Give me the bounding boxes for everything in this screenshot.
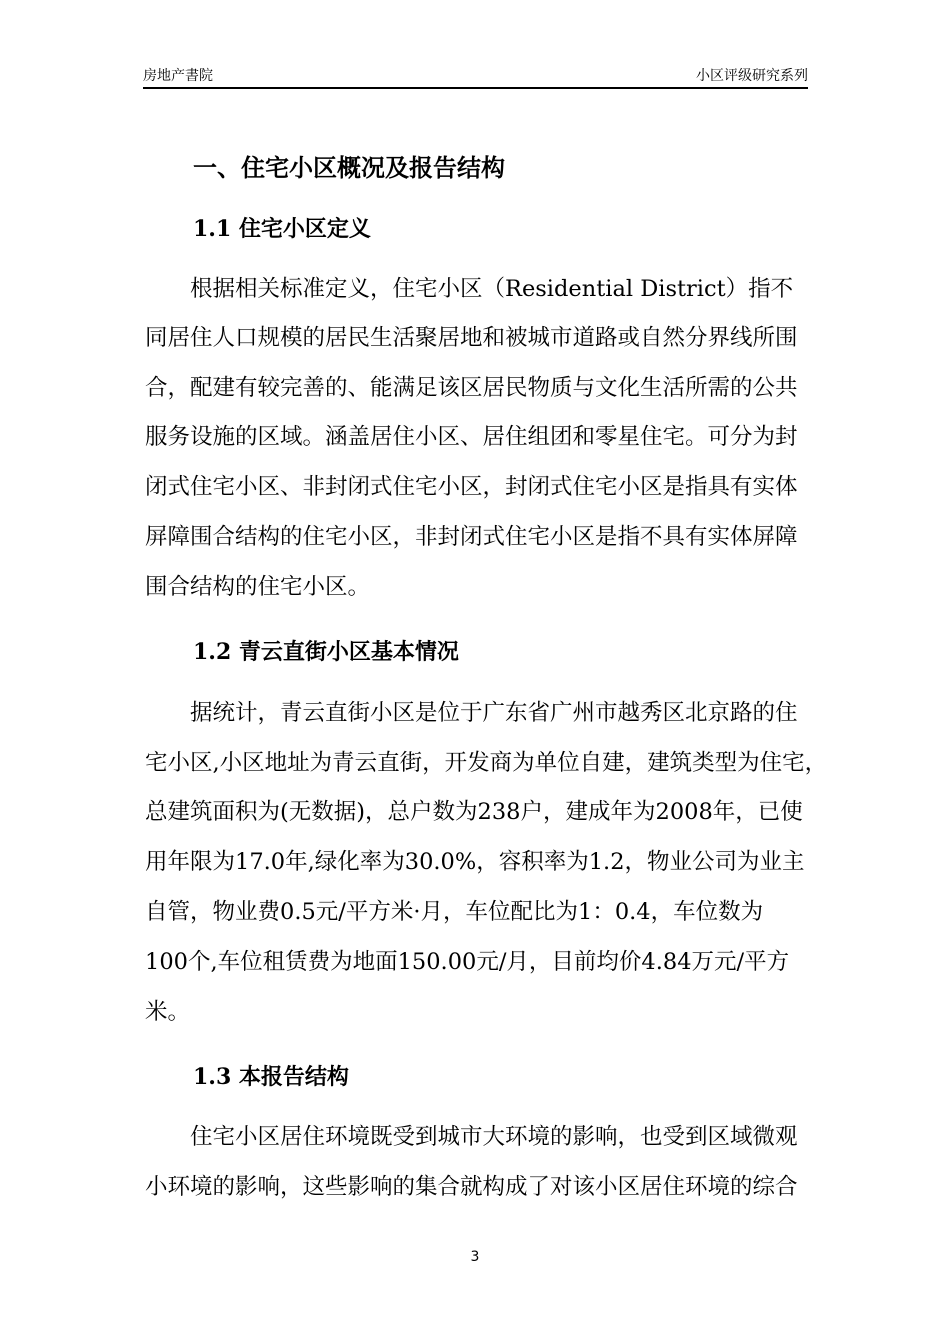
header-left: 房地产書院 — [143, 68, 213, 84]
text-line: 屏障围合结构的住宅小区，非封闭式住宅小区是指不具有实体屏障 — [145, 524, 798, 550]
subsection-title: 1.2 青云直街小区基本情况 — [193, 639, 459, 665]
section-title: 一、住宅小区概况及报告结构 — [193, 153, 505, 182]
subsection-title: 1.3 本报告结构 — [193, 1064, 349, 1090]
header-rule — [143, 87, 808, 89]
page-number: 3 — [470, 1249, 480, 1265]
text-line: 合，配建有较完善的、能满足该区居民物质与文化生活所需的公共 — [145, 375, 798, 401]
text-line: 闭式住宅小区、非封闭式住宅小区，封闭式住宅小区是指具有实体 — [145, 474, 798, 500]
text-line: 总建筑面积为(无数据)，总户数为238户，建成年为2008年，已使 — [145, 799, 803, 825]
text-line: 小环境的影响，这些影响的集合就构成了对该小区居住环境的综合 — [145, 1174, 798, 1200]
text-line: 用年限为17.0年,绿化率为30.0%，容积率为1.2，物业公司为业主 — [145, 849, 805, 875]
text-line: 米。 — [145, 999, 191, 1025]
text-line: 据统计，青云直街小区是位于广东省广州市越秀区北京路的住 — [190, 700, 798, 726]
text-line: 围合结构的住宅小区。 — [145, 574, 371, 600]
text-line: 住宅小区居住环境既受到城市大环境的影响，也受到区域微观 — [190, 1124, 798, 1150]
text-line: 自管，物业费0.5元/平方米·月，车位配比为1：0.4，车位数为 — [145, 899, 764, 925]
text-line: 根据相关标准定义，住宅小区（Residential District）指不 — [190, 276, 794, 302]
header-right: 小区评级研究系列 — [696, 68, 808, 84]
text-line: 100个,车位租赁费为地面150.00元/月，目前均价4.84万元/平方 — [145, 949, 790, 975]
text-line: 宅小区,小区地址为青云直街，开发商为单位自建，建筑类型为住宅， — [145, 750, 828, 776]
text-line: 服务设施的区域。涵盖居住小区、居住组团和零星住宅。可分为封 — [145, 424, 798, 450]
text-line: 同居住人口规模的居民生活聚居地和被城市道路或自然分界线所围 — [145, 325, 798, 351]
subsection-title: 1.1 住宅小区定义 — [193, 216, 371, 242]
